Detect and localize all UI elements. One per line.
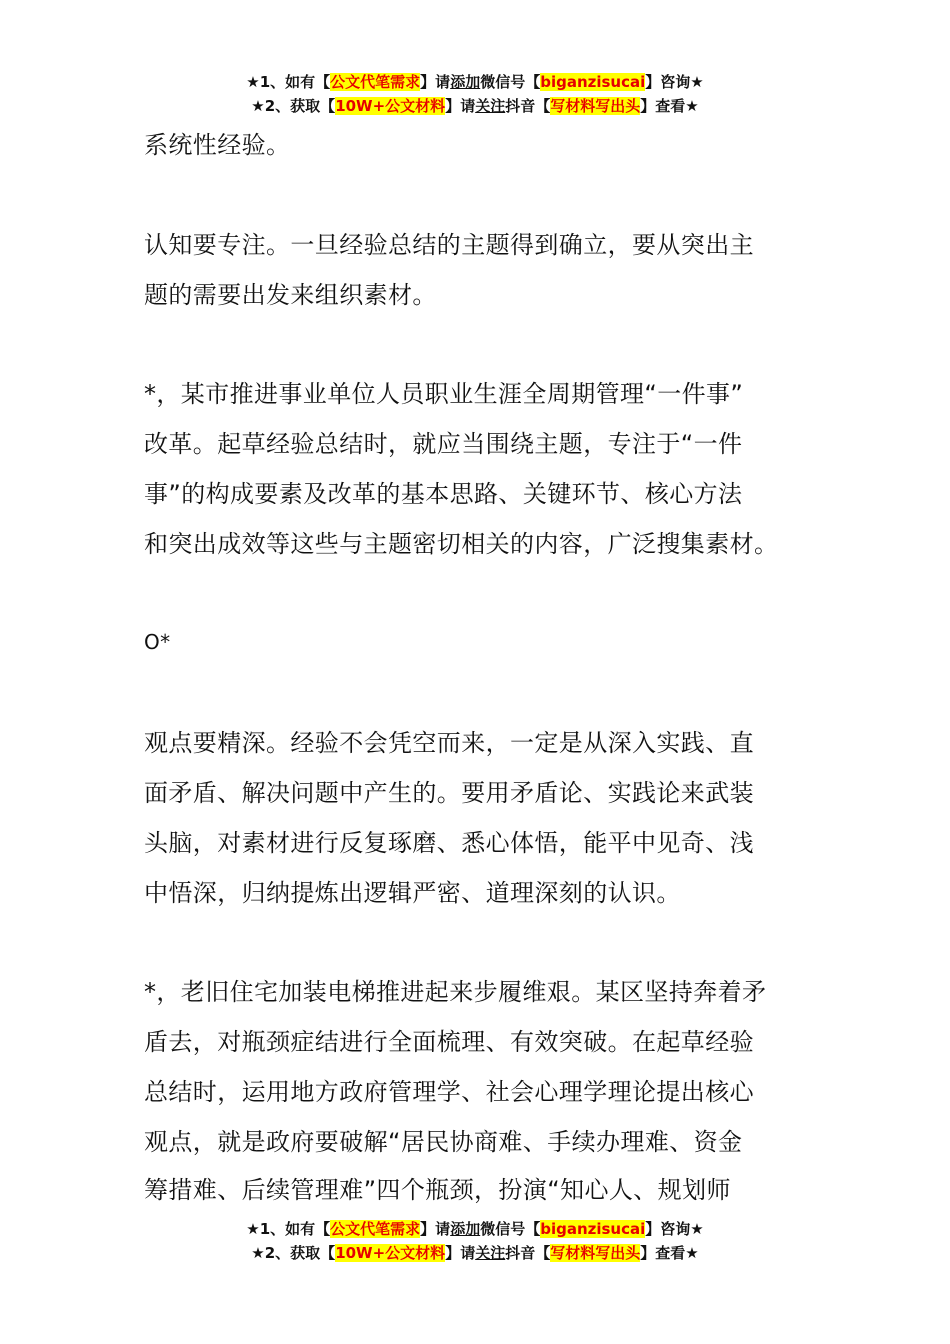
banner-line-1 — [0, 1217, 950, 1241]
banner-text: 】请 — [445, 97, 476, 115]
banner-text: 】查看★ — [640, 1244, 699, 1262]
banner-line-2 — [0, 94, 950, 118]
text-line: 面矛盾、解决问题中产生的。要用矛盾论、实践论来武装 — [144, 779, 754, 807]
banner-highlight: 公文代笔需求 — [330, 73, 421, 91]
text-line: 改革。起草经验总结时，就应当围绕主题，专注于“一件 — [144, 430, 743, 458]
banner-highlight: biganzisucai — [540, 1220, 646, 1238]
banner-highlight: 公文代笔需求 — [330, 1220, 421, 1238]
text-line: *，老旧住宅加装电梯推进起来步履维艰。某区坚持奔着矛 — [144, 978, 767, 1006]
banner-underlined-text: 关注 — [475, 97, 506, 115]
banner-highlight: 写材料写出头 — [550, 97, 641, 115]
banner-text: 】咨询★ — [645, 1220, 704, 1238]
text-line: 和突出成效等这些与主题密切相关的内容，广泛搜集素材。 — [144, 530, 779, 558]
banner-underlined-text: 关注 — [475, 1244, 506, 1262]
banner-underlined-text: 添加 — [450, 1220, 481, 1238]
text-line: 观点要精深。经验不会凭空而来，一定是从深入实践、直 — [144, 729, 754, 757]
text-line: 认知要专注。一旦经验总结的主题得到确立，要从突出主 — [144, 231, 754, 259]
text-line: 盾去，对瓶颈症结进行全面梳理、有效突破。在起草经验 — [144, 1028, 754, 1056]
text-line: 中悟深，归纳提炼出逻辑严密、道理深刻的认识。 — [144, 879, 681, 907]
banner-text: ★2、获取【 — [251, 97, 336, 115]
banner-text: 微信号【 — [480, 73, 541, 91]
banner-highlight: 10W+公文材料 — [335, 1244, 446, 1262]
banner-text: 】请 — [445, 1244, 476, 1262]
banner-text: ★1、如有【 — [246, 73, 331, 91]
text-line: O* — [144, 630, 171, 654]
banner-text: ★2、获取【 — [251, 1244, 336, 1262]
banner-underlined-text: 添加 — [450, 73, 481, 91]
text-line: 事”的构成要素及改革的基本思路、关键环节、核心方法 — [144, 480, 743, 508]
banner-highlight: 10W+公文材料 — [335, 97, 446, 115]
banner-text: 】请 — [420, 73, 451, 91]
banner-text: 】咨询★ — [645, 73, 704, 91]
banner-text: 微信号【 — [480, 1220, 541, 1238]
footer-banner — [0, 1217, 950, 1265]
text-line: 头脑，对素材进行反复琢磨、悉心体悟，能平中见奇、浅 — [144, 829, 754, 857]
text-line: 题的需要出发来组织素材。 — [144, 281, 437, 309]
banner-highlight: 写材料写出头 — [550, 1244, 641, 1262]
text-line: 总结时，运用地方政府管理学、社会心理学理论提出核心 — [144, 1078, 754, 1106]
text-line: 观点，就是政府要破解“居民协商难、手续办理难、资金 — [144, 1128, 743, 1156]
text-line: *，某市推进事业单位人员职业生涯全周期管理“一件事” — [144, 380, 744, 408]
header-banner — [0, 70, 950, 118]
banner-text: 】请 — [420, 1220, 451, 1238]
banner-text: 】查看★ — [640, 97, 699, 115]
banner-text: 抖音【 — [505, 97, 551, 115]
text-line: 筹措难、后续管理难”四个瓶颈，扮演“知心人、规划师 — [144, 1176, 731, 1204]
text-line: 系统性经验。 — [144, 131, 291, 159]
banner-text: 抖音【 — [505, 1244, 551, 1262]
banner-text: ★1、如有【 — [246, 1220, 331, 1238]
banner-line-1 — [0, 70, 950, 94]
banner-line-2 — [0, 1241, 950, 1265]
banner-highlight: biganzisucai — [540, 73, 646, 91]
